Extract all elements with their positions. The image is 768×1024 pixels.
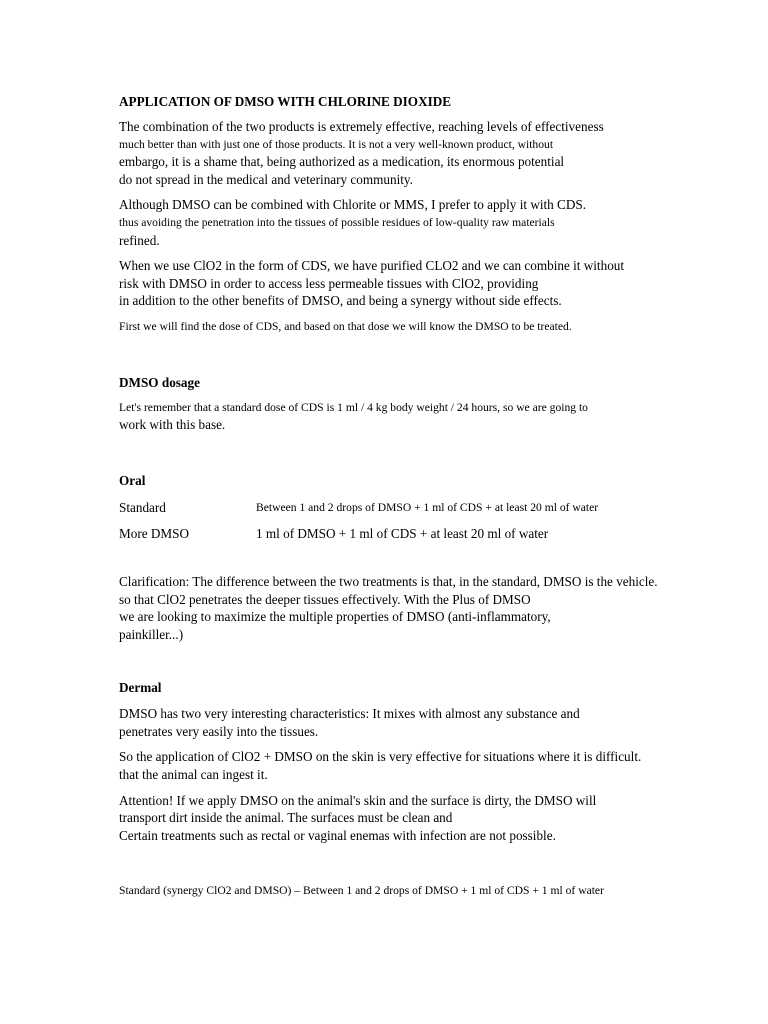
oral-heading: Oral — [119, 472, 146, 488]
intro-paragraph-3 — [119, 257, 689, 310]
text-line: that the animal can ingest it. — [119, 767, 268, 783]
dosage-heading: DMSO dosage — [119, 374, 200, 390]
text-line: much better than with just one of those products. It is not a very well-known product, without — [119, 137, 554, 151]
dose-label: Standard — [119, 499, 166, 515]
text-line: Clarification: The difference between the two treatments is that, in the standard, DMSO is the vehicle. — [119, 573, 658, 589]
text-line: embargo, it is a shame that, being authorized as a medication, its enormous potential — [119, 154, 565, 170]
text-line: do not spread in the medical and veterinary community. — [119, 171, 413, 187]
text-line: Attention! If we apply DMSO on the animal's skin and the surface is dirty, the DMSO will — [119, 792, 597, 808]
text-line: The combination of the two products is extremely effective, reaching levels of effectiveness — [119, 119, 604, 134]
text-line: refined. — [119, 232, 160, 248]
dermal-paragraph-2 — [119, 748, 689, 783]
clarification-paragraph — [119, 573, 689, 643]
text-line: So the application of ClO2 + DMSO on the skin is very effective for situations where it is difficult. — [119, 749, 642, 765]
dose-row-standard — [119, 499, 689, 517]
dose-label: More DMSO — [119, 526, 189, 542]
dermal-paragraph-1 — [119, 705, 689, 740]
intro-paragraph-1 — [119, 118, 689, 188]
dosage-paragraph — [119, 399, 689, 434]
text-line: risk with DMSO in order to access less permeable tissues with ClO2, providing — [119, 275, 539, 291]
intro-paragraph-2 — [119, 196, 689, 249]
text-line: When we use ClO2 in the form of CDS, we have purified CLO2 and we can combine it without — [119, 258, 625, 274]
text-line: penetrates very easily into the tissues. — [119, 723, 319, 739]
dermal-standard-dose — [119, 882, 689, 900]
document-title: APPLICATION OF DMSO WITH CHLORINE DIOXIDE — [119, 94, 452, 109]
dermal-paragraph-3 — [119, 792, 689, 845]
text-line: so that ClO2 penetrates the deeper tissues effectively. With the Plus of DMSO — [119, 591, 531, 607]
document-page — [119, 93, 689, 908]
text-line: DMSO has two very interesting characteristics: It mixes with almost any substance and — [119, 706, 580, 722]
dose-value: 1 ml of DMSO + 1 ml of CDS + at least 20 ml of water — [256, 526, 549, 542]
text-line: transport dirt inside the animal. The surfaces must be clean and — [119, 810, 453, 826]
text-line: we are looking to maximize the multiple properties of DMSO (anti-inflammatory, — [119, 609, 551, 625]
text-line: painkiller...) — [119, 626, 184, 642]
text-line: thus avoiding the penetration into the tissues of possible residues of low-quality raw materials — [119, 215, 555, 229]
text-line: Standard (synergy ClO2 and DMSO) – Between 1 and 2 drops of DMSO + 1 ml of CDS + 1 ml of water — [119, 884, 604, 898]
text-line: Although DMSO can be combined with Chlorite or MMS, I prefer to apply it with CDS. — [119, 197, 587, 213]
text-line: First we will find the dose of CDS, and based on that dose we will know the DMSO to be treated. — [119, 319, 572, 333]
intro-paragraph-4 — [119, 318, 689, 336]
dose-value: Between 1 and 2 drops of DMSO + 1 ml of CDS + at least 20 ml of water — [256, 500, 599, 514]
text-line: in addition to the other benefits of DMSO, and being a synergy without side effects. — [119, 293, 562, 309]
text-line: Let's remember that a standard dose of CDS is 1 ml / 4 kg body weight / 24 hours, so we are going to — [119, 400, 588, 414]
text-line: work with this base. — [119, 417, 226, 433]
text-line: Certain treatments such as rectal or vaginal enemas with infection are not possible. — [119, 827, 556, 843]
dermal-heading: Dermal — [119, 680, 162, 696]
dose-row-more-dmso — [119, 525, 689, 543]
